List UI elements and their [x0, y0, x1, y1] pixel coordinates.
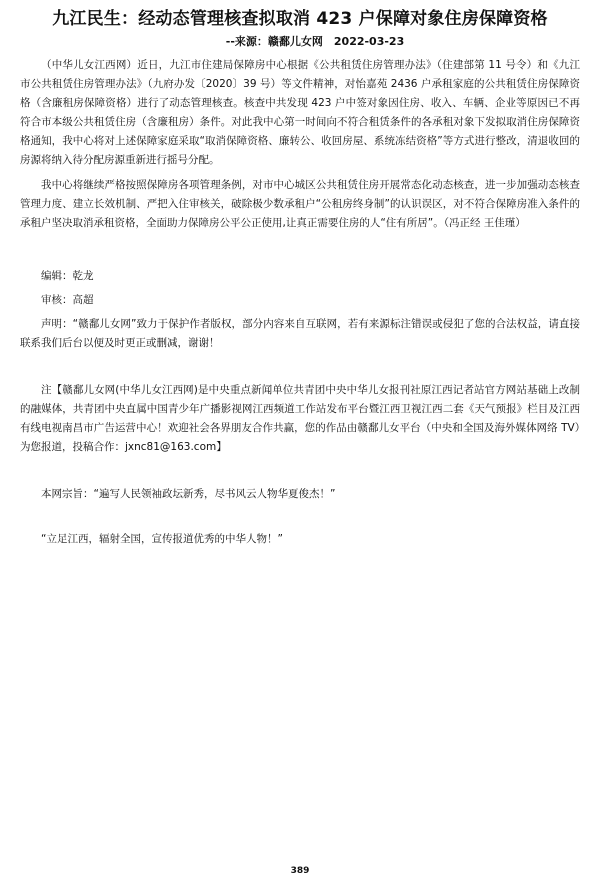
reviewer-credit: 审核：高超 [41, 294, 94, 306]
article-title: 九江民生：经动态管理核查拟取消 423 户保障对象住房保障资格 [52, 9, 548, 29]
editor-credit: 编辑：乾龙 [41, 270, 94, 282]
spacer [20, 457, 580, 485]
body-paragraph-1: （中华儿女江西网）近日，九江市住建局保障房中心根据《公共租赁住房管理办法》（住建部第 11 号令）和《九江市公共租赁住房管理办法》（九府办发〔2020〕39 号）等文件精神，对怡嘉苑 2436 户承租家庭的公共租赁住房保障资格（含廉租房保障资格）进行了动态管理核查。核查中共发现 423 户中签对象因住房、收入、车辆、企业等原因已不再符合市本级公共租赁住房（含廉租房）条件。对此我中心第一时间向不符合租赁条件的各承租对象下发拟取消住房保障资格通知，我中心将对上述保障家庭采取“取消保障资格、廉转公、收回房屋、系统冻结资格”等方式进行整改，清退收回的房源将纳入待分配房源重新进行摇号分配。 [20, 59, 580, 166]
source-line: --来源：赣鄱儿女网 2022-03-23 [225, 35, 405, 48]
site-motto-2: “立足江西，辐射全国，宣传报道优秀的中华人物！” [41, 533, 283, 545]
media-note: 注【赣鄱儿女网(中华儿女江西网)是中央重点新闻单位共青团中央中华儿女报刊社原江西记者站官方网站基础上改制的融媒体，共青团中央直属中国青少年广播影视网江西频道工作站发布平台暨江西卫视江西二套《天气预报》栏目及江西有线电视南昌市广告运营中心！欢迎社会各界朋友合作共赢，您的作品由赣鄱儿女平台（中央和全国及海外媒体网络 TV）为您报道，投稿合作：jxnc81@163.com】 [20, 384, 580, 453]
body-paragraph-2: 我中心将继续严格按照保障房各项管理条例，对市中心城区公共租赁住房开展常态化动态核查，进一步加强动态核查管理力度、建立长效机制、严把入住审核关，破除极少数承租户“公租房终身制”的认识误区，对不符合保障房准入条件的承租户坚决取消承租资格，全面助力保障房公平公正使用,让真正需要住房的人“住有所居”。（冯正经 王佳瑾） [20, 179, 580, 229]
page-number: 389 [290, 866, 310, 876]
site-motto-1: 本网宗旨：“遍写人民领袖政坛新秀，尽书风云人物华夏俊杰！” [41, 488, 336, 500]
spacer [20, 233, 580, 267]
spacer [20, 353, 580, 381]
copyright-statement: 声明：“赣鄱儿女网”致力于保护作者版权，部分内容来自互联网，若有来源标注错误或侵犯了您的合法权益，请直接联系我们后台以便及时更正或删减，谢谢！ [20, 318, 580, 349]
